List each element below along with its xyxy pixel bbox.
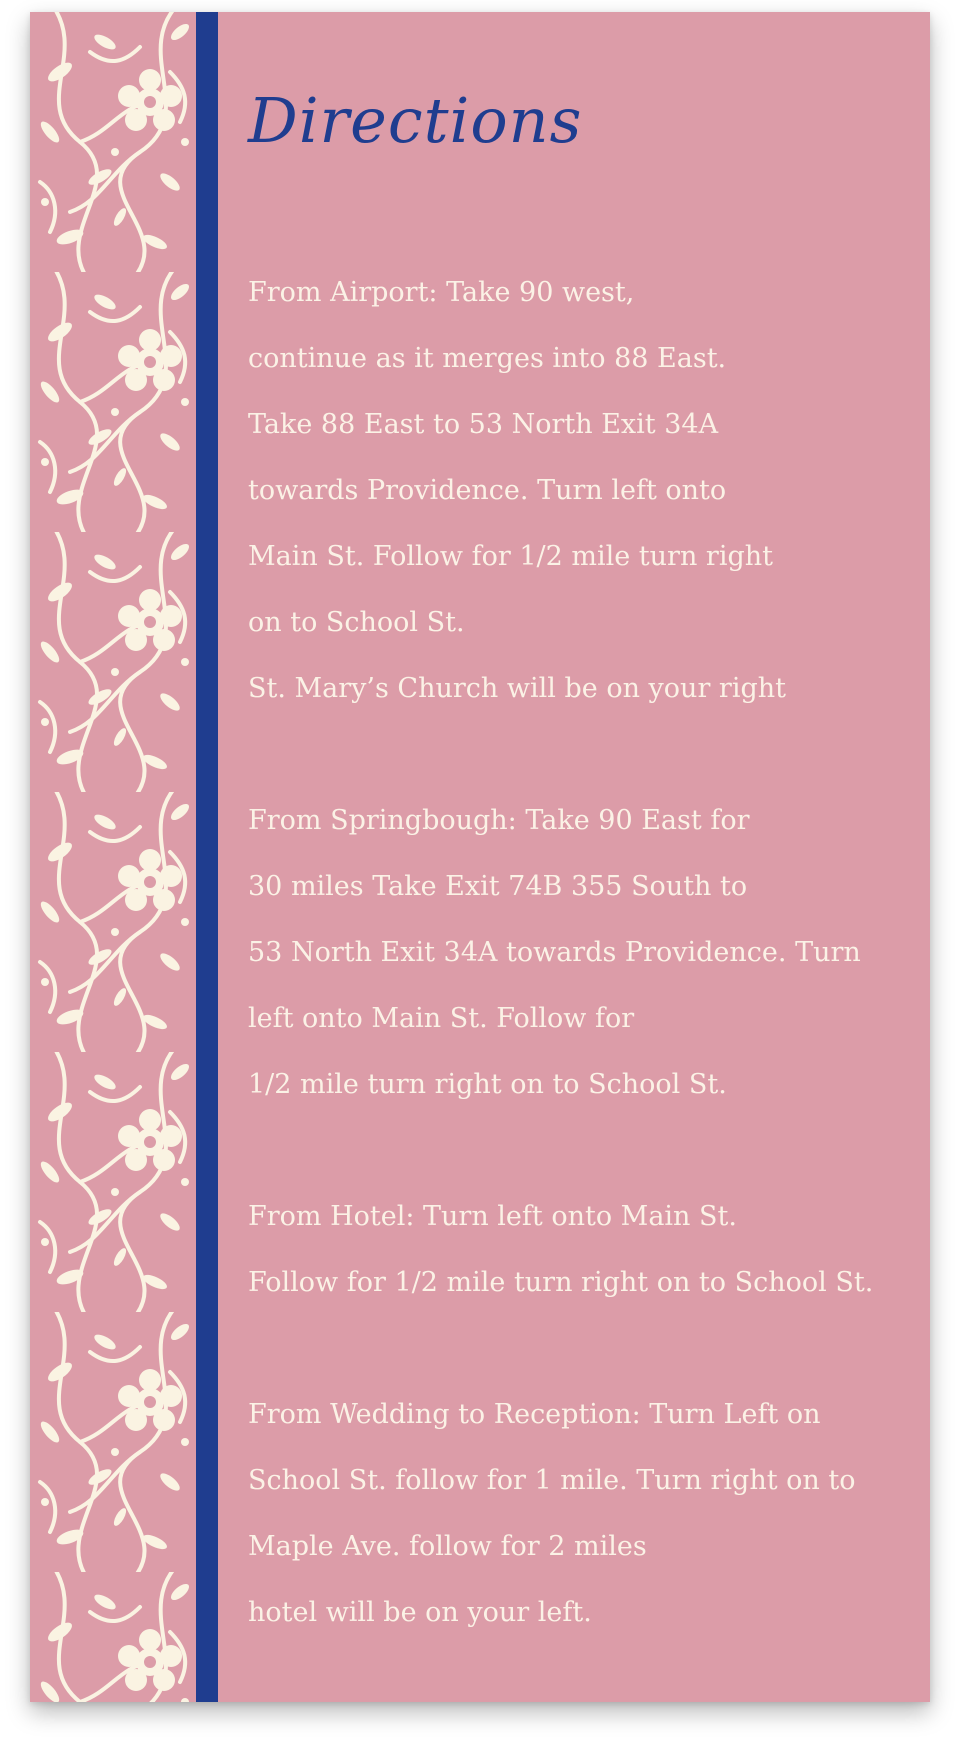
directions-section [248,1184,928,1316]
blue-divider-stripe [196,12,218,1702]
direction-line: hotel will be on your left. [248,1597,592,1628]
direction-line: towards Providence. Turn left onto [248,475,727,506]
directions-card [30,12,930,1702]
direction-line: From Springbough: Take 90 East for [248,805,750,836]
direction-line: on to School St. [248,607,465,638]
direction-line: 30 miles Take Exit 74B 355 South to [248,871,748,902]
direction-line: 53 North Exit 34A towards Providence. Turn [248,937,861,968]
direction-line: left onto Main St. Follow for [248,1003,635,1034]
direction-line: From Wedding to Reception: Turn Left on [248,1399,821,1430]
direction-line: continue as it merges into 88 East. [248,343,727,374]
floral-border-pattern [30,12,196,1702]
page-title: Directions [248,84,583,157]
direction-line: From Airport: Take 90 west, [248,277,635,308]
directions-sections [248,260,928,1702]
direction-line: 1/2 mile turn right on to School St. [248,1069,727,1100]
directions-section [248,1382,928,1646]
direction-line: St. Mary’s Church will be on your right [248,673,786,704]
direction-line: Take 88 East to 53 North Exit 34A [248,409,719,440]
direction-line: Maple Ave. follow for 2 miles [248,1531,647,1562]
direction-line: Main St. Follow for 1/2 mile turn right [248,541,773,572]
directions-section [248,260,928,722]
direction-line: School St. follow for 1 mile. Turn right on to [248,1465,856,1496]
direction-line: From Hotel: Turn left onto Main St. [248,1201,737,1232]
directions-section [248,788,928,1118]
direction-line: Follow for 1/2 mile turn right on to School St. [248,1267,874,1298]
